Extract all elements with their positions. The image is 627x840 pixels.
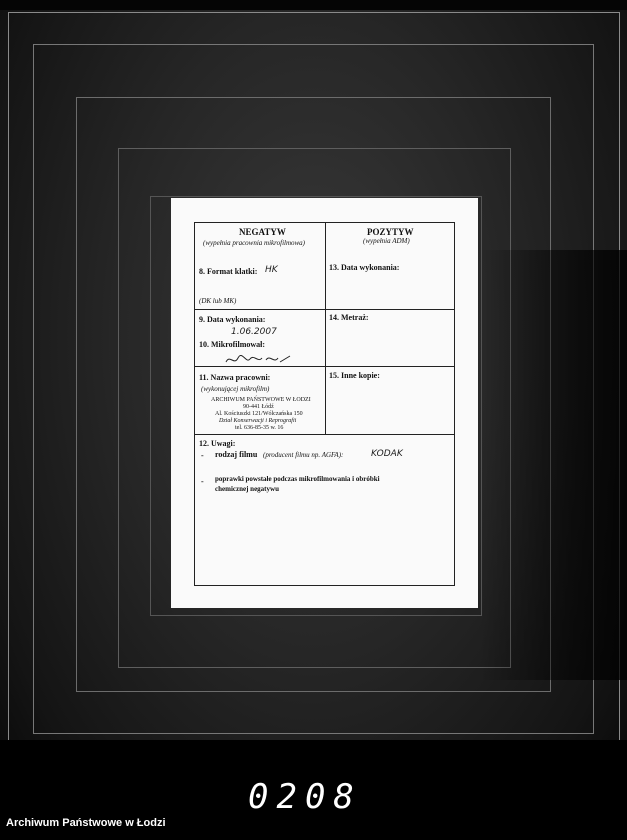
pracownia-hint: (wykonującej mikrofilm) — [201, 385, 270, 393]
form-table — [194, 222, 455, 586]
uwagi-item-film: rodzaj filmu — [215, 450, 258, 459]
negatyw-title: NEGATYW — [239, 227, 286, 237]
pozytyw-subtitle: (wypełnia ADM) — [363, 237, 410, 245]
negatyw-subtitle: (wypełnia pracownia mikrofilmowa) — [203, 239, 306, 247]
column-divider — [325, 223, 326, 434]
uwagi-item-film-value: KODAK — [371, 449, 403, 459]
frame-number: 0208 — [248, 777, 362, 817]
row-divider — [195, 309, 454, 310]
stamp-line: Al. Kościuszki 121/Wólczańska 150 — [215, 411, 303, 417]
format-value: HK — [265, 265, 278, 275]
uwagi-item-film-hint: (producent filmu np. AGFA): — [263, 451, 344, 459]
target-card — [171, 198, 478, 608]
uwagi-item-corrections: poprawki powstałe podczas mikrofilmowania i obróbki — [215, 475, 380, 483]
scan-shadow — [480, 250, 627, 680]
stamp-line: tel. 636-85-35 w. 16 — [235, 425, 284, 431]
row-divider — [195, 434, 454, 435]
format-hint: (DK lub MK) — [199, 297, 237, 305]
inne-label: 15. Inne kopie: — [329, 371, 380, 380]
mikrofilmowal-label: 10. Mikrofilmował: — [199, 340, 266, 349]
film-edge — [0, 0, 627, 10]
pracownia-label: 11. Nazwa pracowni: — [199, 373, 271, 382]
bullet: - — [201, 451, 204, 460]
data-value: 1.06.2007 — [231, 327, 277, 337]
metraz-label: 14. Metraż: — [329, 313, 369, 322]
stamp-line: Dział Konserwacji i Reprografii — [219, 418, 297, 424]
pozytyw-title: POZYTYW — [367, 227, 414, 237]
signature — [224, 350, 294, 368]
stamp-line: 90-441 Łódź — [243, 404, 274, 410]
uwagi-item-corrections: chemicznej negatywu — [215, 485, 279, 493]
format-label: 8. Format klatki: — [199, 267, 258, 276]
data-label: 9. Data wykonania: — [199, 315, 266, 324]
stamp-line: ARCHIWUM PAŃSTWOWE W ŁODZI — [211, 397, 311, 403]
archive-name: Archiwum Państwowe w Łodzi — [6, 817, 166, 829]
bullet: - — [201, 477, 204, 486]
wykonanie13-label: 13. Data wykonania: — [329, 263, 400, 272]
uwagi-label: 12. Uwagi: — [199, 439, 236, 448]
